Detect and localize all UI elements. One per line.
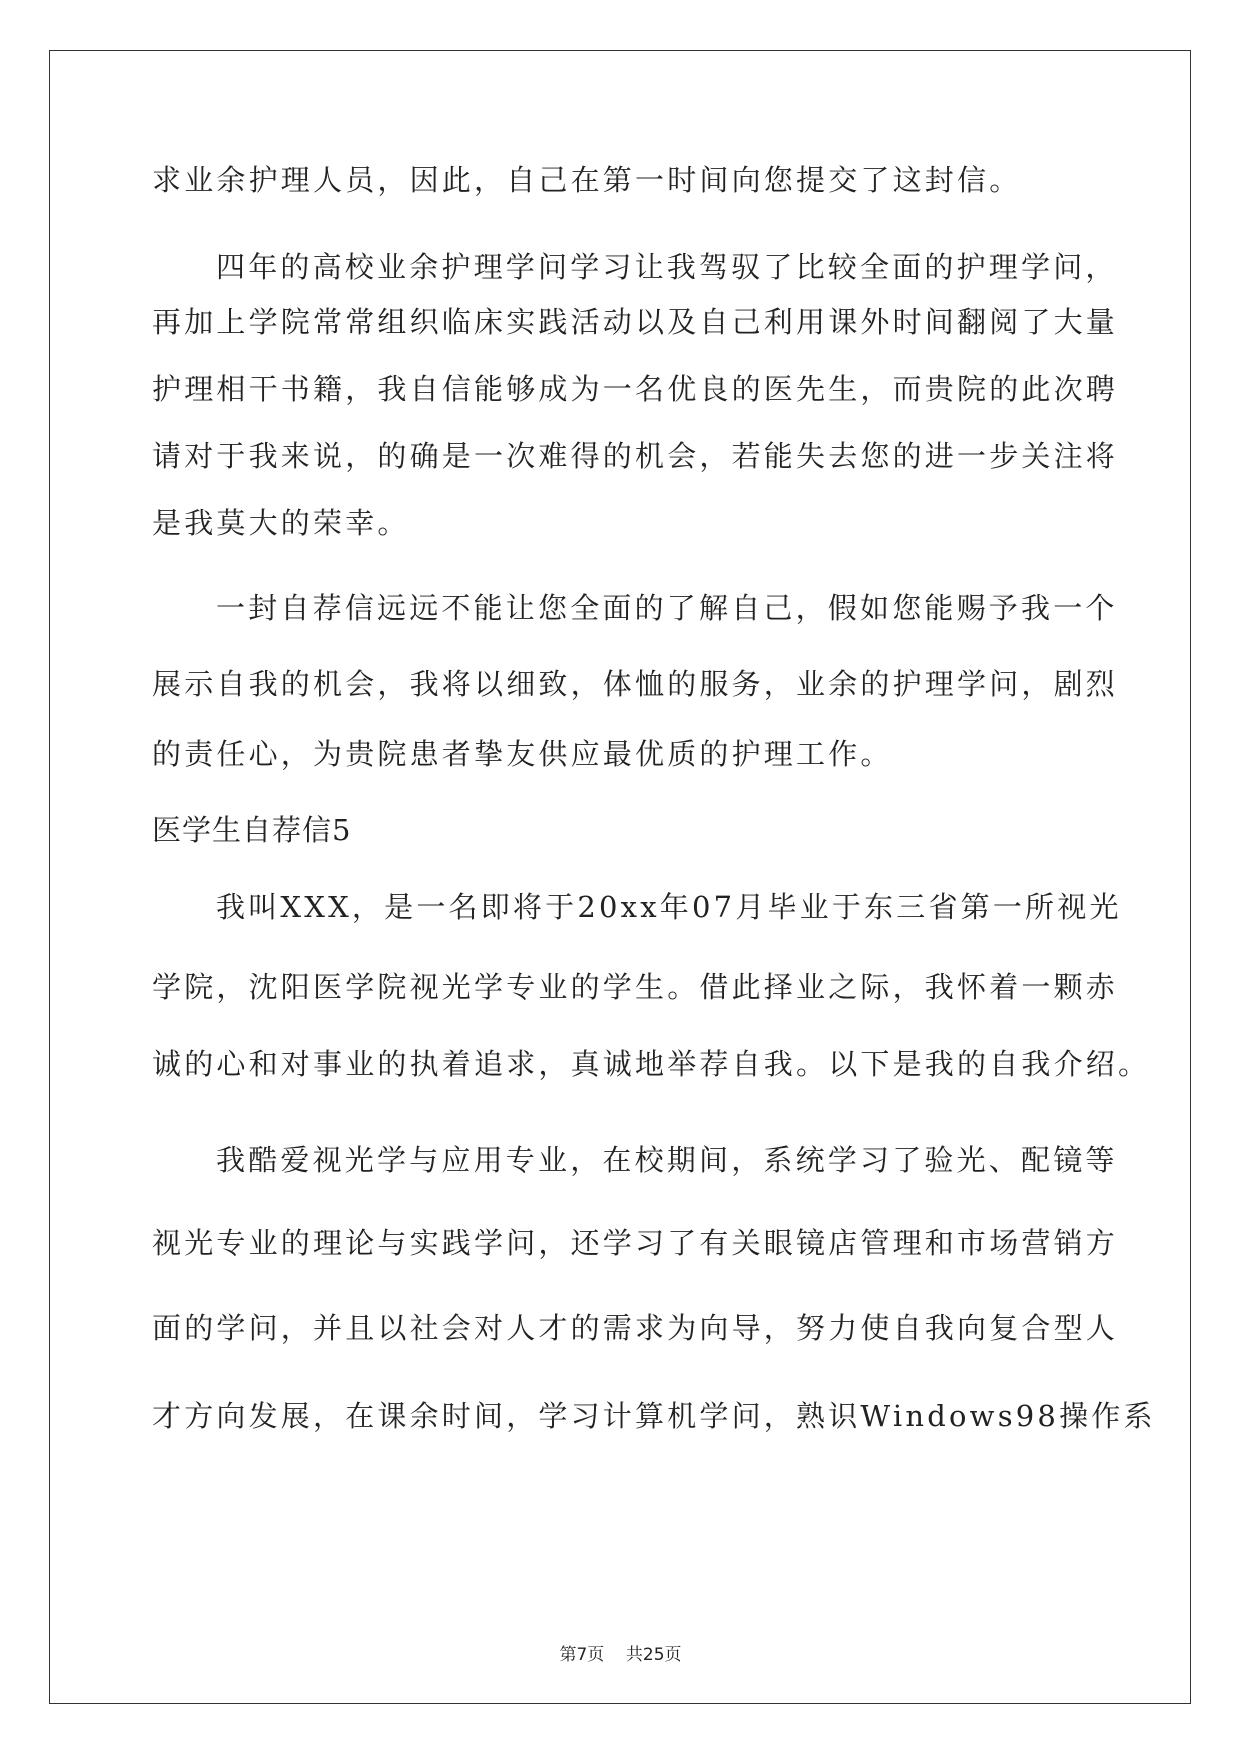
text-line: 学院，沈阳医学院视光学专业的学生。借此择业之际，我怀着一颗赤 <box>152 970 1119 1004</box>
text-line: 展示自我的机会，我将以细致，体恤的服务，业余的护理学问，剧烈 <box>152 667 1119 701</box>
footer-total-suffix: 页 <box>664 1645 682 1665</box>
footer-page-number: 7 <box>576 1645 588 1665</box>
text-line: 面的学问，并且以社会对人才的需求为向导，努力使自我向复合型人 <box>152 1311 1119 1345</box>
text-line: 视光专业的理论与实践学问，还学习了有关眼镜店管理和市场营销方 <box>152 1226 1119 1260</box>
footer-page-suffix: 页 <box>587 1645 605 1665</box>
text-line: 再加上学院常常组织临床实践活动以及自己利用课外时间翻阅了大量 <box>152 305 1119 339</box>
footer-total-prefix: 共 <box>625 1645 643 1665</box>
page-footer <box>0 1640 1241 1665</box>
text-line: 护理相干书籍，我自信能够成为一名优良的医先生，而贵院的此次聘 <box>152 372 1119 406</box>
paragraph-start: 一封自荐信远远不能让您全面的了解自己，假如您能赐予我一个 <box>216 591 1118 625</box>
footer-total-pages: 25 <box>642 1645 665 1665</box>
paragraph-start: 我叫XXX，是一名即将于20xx年07月毕业于东三省第一所视光 <box>216 890 1122 924</box>
text-line: 才方向发展，在课余时间，学习计算机学问，熟识Windows98操作系 <box>152 1399 1156 1433</box>
page-border <box>49 50 1191 1704</box>
footer-page-prefix: 第 <box>559 1645 577 1665</box>
text-line: 请对于我来说，的确是一次难得的机会，若能失去您的进一步关注将 <box>152 439 1119 473</box>
paragraph-start: 我酷爱视光学与应用专业，在校期间，系统学习了验光、配镜等 <box>216 1143 1118 1177</box>
section-heading: 医学生自荐信5 <box>152 813 352 847</box>
paragraph-start: 四年的高校业余护理学问学习让我驾驭了比较全面的护理学问， <box>216 250 1118 284</box>
text-line: 诚的心和对事业的执着追求，真诚地举荐自我。以下是我的自我介绍。 <box>152 1047 1151 1081</box>
text-line: 的责任心，为贵院患者挚友供应最优质的护理工作。 <box>152 737 893 771</box>
text-line: 是我莫大的荣幸。 <box>152 506 410 540</box>
text-line: 求业余护理人员，因此，自己在第一时间向您提交了这封信。 <box>152 163 1022 197</box>
